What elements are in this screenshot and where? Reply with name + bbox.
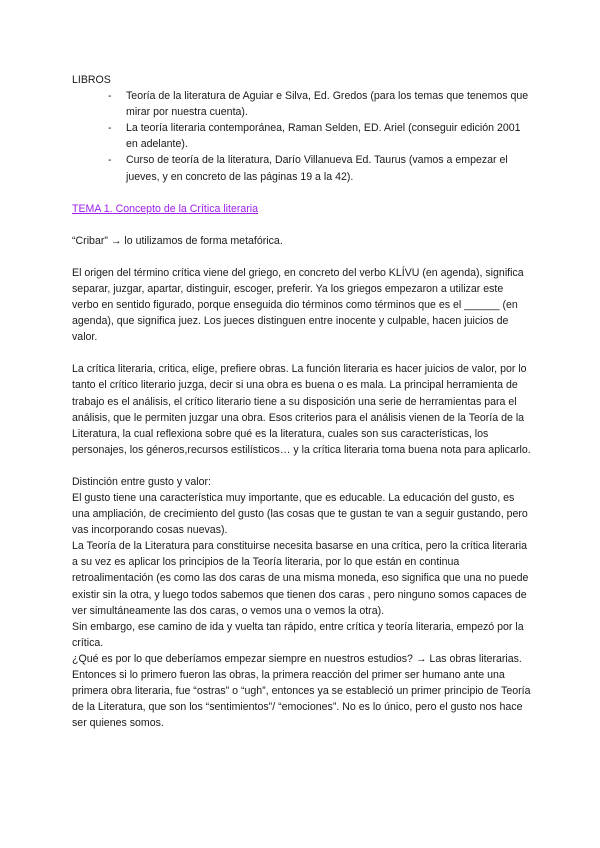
document-body: [72, 72, 532, 731]
tema-1-link[interactable]: TEMA 1. Concepto de la Crítica literaria: [72, 202, 259, 215]
list-item: [108, 88, 532, 120]
list-item: [108, 120, 532, 152]
list-bullet: -: [108, 154, 112, 167]
book-entry: La teoría literaria contemporánea, Raman Selden, ED. Ariel (conseguir edición 2001 en adelante).: [126, 122, 521, 151]
paragraph-distincion: Distinción entre gusto y valor:: [72, 475, 211, 488]
paragraph-cribar: “Cribar” → lo utilizamos de forma metafórica.: [72, 234, 283, 247]
paragraph-teoria: La Teoría de la Literatura para constituirse necesita basarse en una crítica, pero la crítica literaria a su vez es aplicar los principios de la Teoría literaria, por lo que están en continua retroalimentación (es como las dos caras de una misma moneda, eso significa que una no puede existir sin la otra, y luego todos sabemos que tienen dos caras , pero ninguno somos capaces de ver simultáneamente las dos caras, o vemos una o vemos la otra).: [72, 540, 529, 617]
list-item: [108, 152, 532, 184]
paragraph-entonces: Entonces si lo primero fueron las obras, la primera reacción del primer ser humano ante una primera obra literaria, fue “ostras” o “ugh”, entonces ya se estableció un primer principio de Teoría de la Literatura, que son los “sentimientos”/ “emociones”. No es lo único, pero el gusto nos hace ser quienes somos.: [72, 669, 531, 730]
paragraph-critica: La crítica literaria, critica, elige, prefiere obras. La función literaria es hacer juicios de valor, por lo tanto el crítico literario juzga, decir si una obra es buena o es mala. La principal herramienta de trabajo es el análisis, el crítico literario tiene a su disposición una serie de herramientas para el análisis, que le permiten juzgar una obra. Esos criterios para el análisis vienen de la Teoría de la Literatura, la cual reflexiona sobre qué es la literatura, cuales son sus características, los personajes, los géneros,recursos estilísticos… y la crítica literaria toma buena nota para aplicarlo.: [72, 363, 531, 456]
book-entry: Curso de teoría de la literatura, Darío Villanueva Ed. Taurus (vamos a empezar el jueves, y en concreto de las páginas 19 a la 42).: [126, 154, 508, 183]
paragraph-gusto: El gusto tiene una característica muy importante, que es educable. La educación del gusto, es una ampliación, de crecimiento del gusto (las cosas que te gustan te van a seguir gustando, pero vas incorporando cosas nuevas).: [72, 491, 528, 537]
list-bullet: -: [108, 122, 112, 135]
books-heading: LIBROS: [72, 74, 111, 86]
paragraph-camino: Sin embargo, ese camino de ida y vuelta tan rápido, entre crítica y teoría literaria, empezó por la crítica.: [72, 620, 524, 649]
paragraph-origen: El origen del término crítica viene del griego, en concreto del verbo KLÍVU (en agenda), significa separar, juzgar, apartar, distinguir, escoger, preferir. Ya los griegos empezaron a utilizar este verbo en sentido figurado, porque enseguida dio términos como términos que es el ______ (en agenda), que significa juez. Los jueces distinguen entre inocente y culpable, hacen juicios de valor.: [72, 266, 524, 344]
paragraph-pregunta: ¿Qué es por lo que deberíamos empezar siempre en nuestros estudios? → Las obras literarias.: [72, 652, 522, 665]
list-bullet: -: [108, 90, 112, 103]
books-list: [72, 88, 532, 185]
book-entry: Teoría de la literatura de Aguiar e Silva, Ed. Gredos (para los temas que tenemos que mirar por nuestra cuenta).: [126, 90, 529, 119]
